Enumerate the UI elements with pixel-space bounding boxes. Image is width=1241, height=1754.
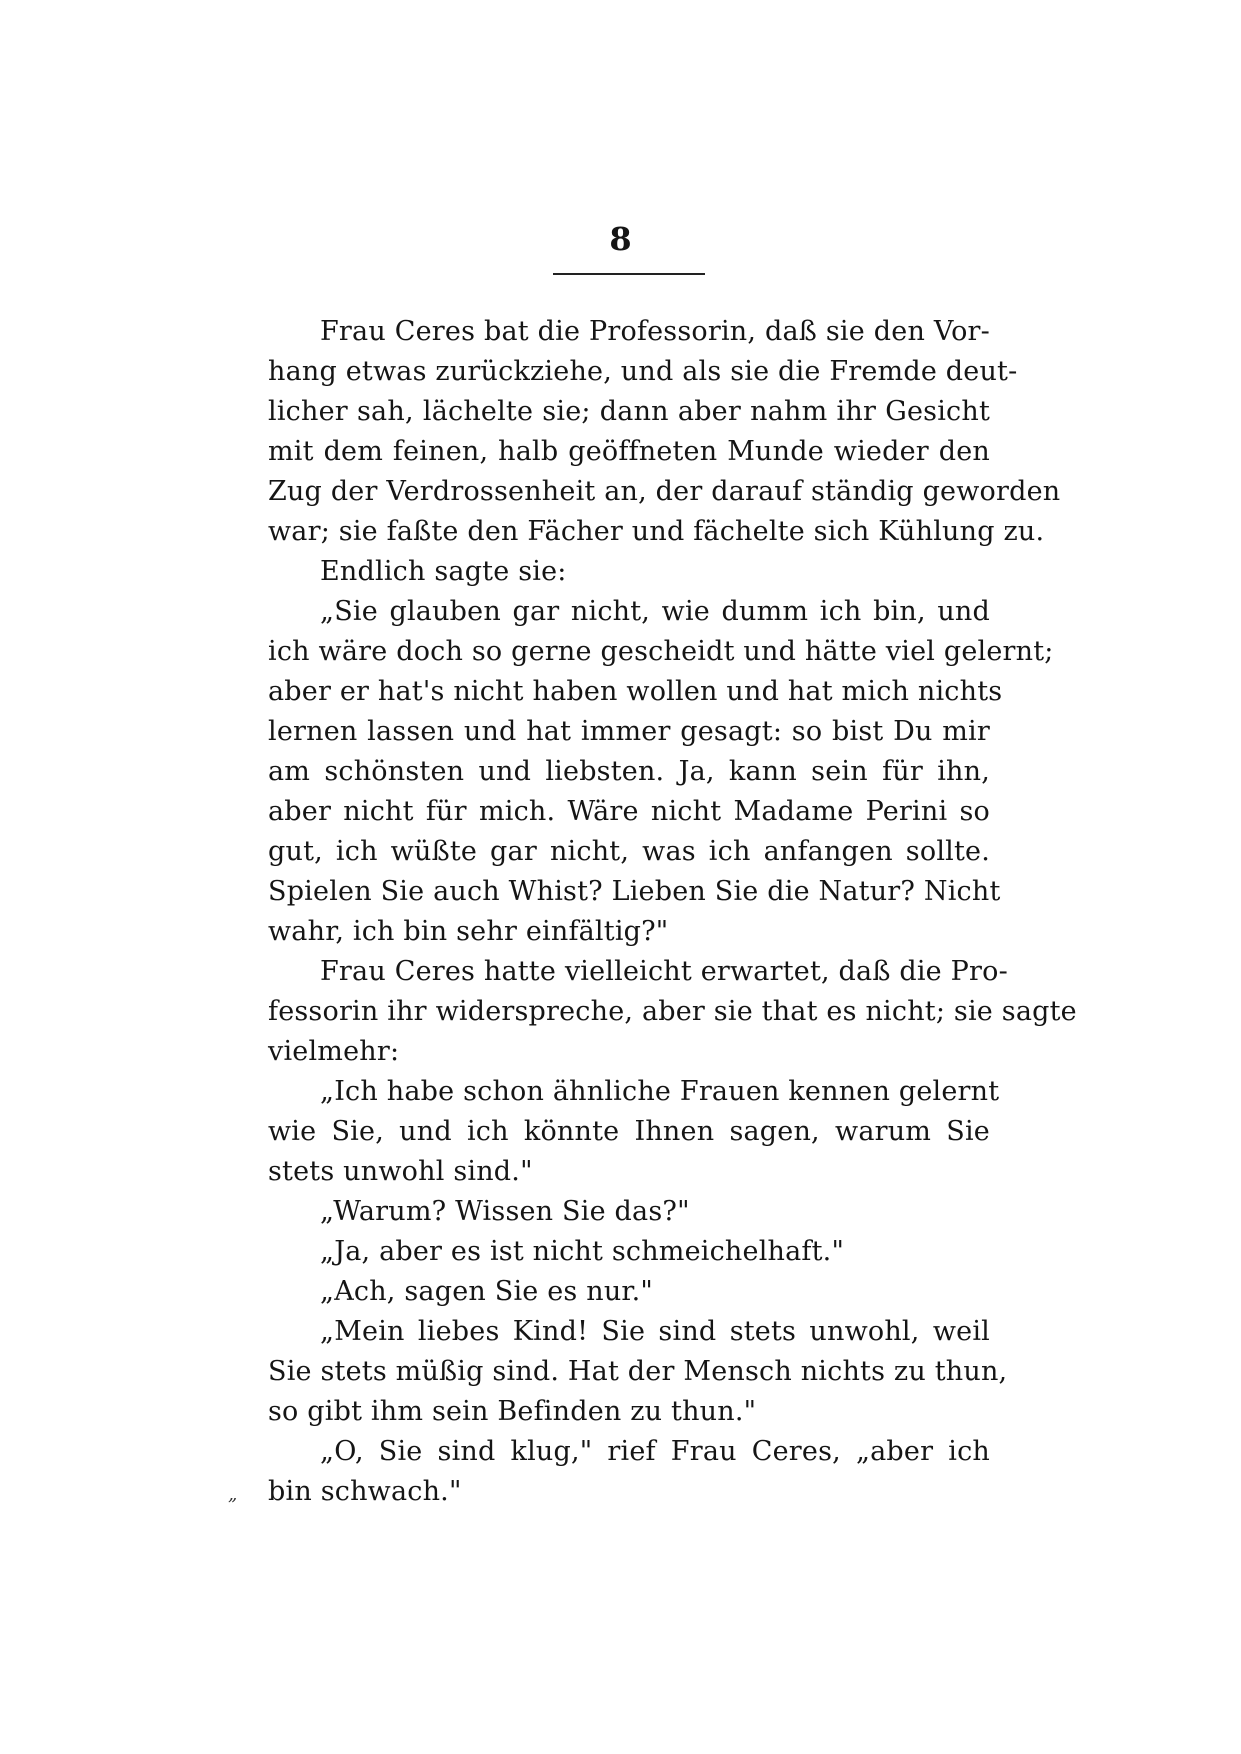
text-line: „Ach, sagen Sie es nur." [320,1276,653,1307]
text-line: so gibt ihm sein Befinden zu thun." [268,1396,757,1427]
body-text [268,312,1077,1512]
text-line: bin schwach." [268,1476,462,1507]
text-line: Endlich sagte sie: [320,556,567,587]
page-number: 8 [609,220,632,258]
text-line: Zug der Verdrossenheit an, der darauf ständig geworden [268,476,1061,507]
text-line: „Warum? Wissen Sie das?" [320,1196,690,1227]
text-line: wie Sie, und ich könnte Ihnen sagen, warum Sie [268,1116,990,1147]
text-line: „Sie glauben gar nicht, wie dumm ich bin, und [320,596,990,627]
text-line: fessorin ihr widerspreche, aber sie that es nicht; sie sagte [268,996,1077,1027]
text-line: vielmehr: [268,1036,400,1067]
text-line: war; sie faßte den Fächer und fächelte sich Kühlung zu. [268,516,1045,547]
text-line: Frau Ceres bat die Professorin, daß sie den Vor- [320,316,990,347]
text-line: mit dem feinen, halb geöffneten Munde wieder den [268,436,990,467]
text-line: stets unwohl sind." [268,1156,533,1187]
text-line: Sie stets müßig sind. Hat der Mensch nichts zu thun, [268,1356,1008,1387]
text-line: aber er hat's nicht haben wollen und hat mich nichts [268,676,1003,707]
text-line: lernen lassen und hat immer gesagt: so bist Du mir [268,716,990,747]
text-line: ich wäre doch so gerne gescheidt und hätte viel gelernt; [268,636,1054,667]
margin-mark: „ [228,1484,238,1505]
text-line: wahr, ich bin sehr einfältig?" [268,916,669,947]
text-line: „Ich habe schon ähnliche Frauen kennen gelernt [320,1076,1000,1107]
text-line: „O, Sie sind klug," rief Frau Ceres, „aber ich [320,1436,990,1467]
text-line: gut, ich wüßte gar nicht, was ich anfangen sollte. [268,836,990,867]
text-line: licher sah, lächelte sie; dann aber nahm ihr Gesicht [268,396,990,427]
text-line: Spielen Sie auch Whist? Lieben Sie die Natur? Nicht [268,876,1001,907]
text-line: „Mein liebes Kind! Sie sind stets unwohl, weil [320,1316,990,1347]
text-line: „Ja, aber es ist nicht schmeichelhaft." [320,1236,845,1267]
header-rule [553,273,705,275]
text-line: am schönsten und liebsten. Ja, kann sein für ihn, [268,756,990,787]
text-line: hang etwas zurückziehe, und als sie die Fremde deut- [268,356,1018,387]
text-line: aber nicht für mich. Wäre nicht Madame Perini so [268,796,990,827]
text-line: Frau Ceres hatte vielleicht erwartet, daß die Pro- [320,956,1008,987]
